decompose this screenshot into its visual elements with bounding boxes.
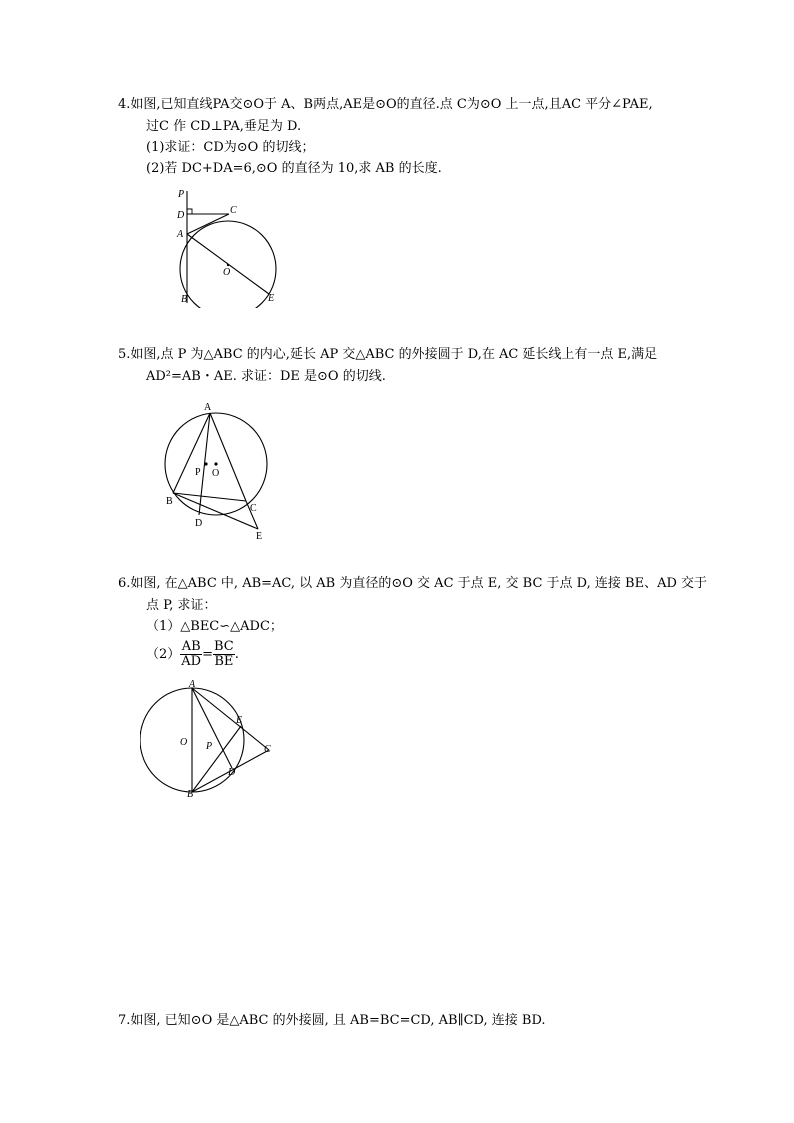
p5-label-a: A xyxy=(204,402,212,413)
p6-text-1: 如图, 在△ABC 中, AB=AC, 以 AB 为直径的⊙O 交 AC 于点 E, 交 BC 于点 D, 连接 BE、AD 交于 xyxy=(130,576,708,591)
p4-text-1: 如图,已知直线PA交⊙O于 A、B两点,AE是⊙O的直径.点 C为⊙O 上一点,且AC 平分∠PAE, xyxy=(130,97,653,112)
p5-label-c: C xyxy=(250,503,257,514)
p6-line-1 xyxy=(118,576,707,592)
p6-part-2 xyxy=(146,640,239,670)
p7-text-1: 如图, 已知⊙O 是△ABC 的外接圆, 且 AB=BC=CD, AB∥CD, 连接 BD. xyxy=(130,1013,546,1028)
p6-number: 6. xyxy=(118,576,131,591)
p6-line-2: 点 P, 求证： xyxy=(146,598,217,613)
p4-label-e: E xyxy=(268,293,275,304)
p4-label-a: A xyxy=(177,229,184,240)
p6-equals: = xyxy=(202,647,213,662)
p5-line-2: AD²=AB・AE. 求证：DE 是⊙O 的切线. xyxy=(146,369,386,384)
p4-line-1 xyxy=(118,97,653,113)
p6-fraction-bc-be xyxy=(213,640,235,669)
p5-label-b: B xyxy=(166,496,173,507)
p5-label-o: O xyxy=(212,468,220,479)
p5-figure xyxy=(158,396,273,548)
p4-label-o: O xyxy=(223,267,231,278)
p6-label-d: D xyxy=(228,767,236,778)
p6-label-a: A xyxy=(189,679,196,690)
p4-number: 4. xyxy=(118,97,131,112)
p4-part-1: (1)求证：CD为⊙O 的切线； xyxy=(146,140,315,155)
p4-part-2: (2)若 DC+DA=6,⊙O 的直径为 10,求 AB 的长度. xyxy=(146,161,442,176)
p4-label-c: C xyxy=(230,205,237,216)
p4-label-p: P xyxy=(178,189,185,200)
p6-frac1-numerator: AB xyxy=(181,639,201,654)
p6-figure xyxy=(140,678,280,807)
p5-label-p: P xyxy=(195,467,201,478)
p5-number: 5. xyxy=(118,347,131,362)
p6-frac2-denominator: BE xyxy=(214,654,234,669)
p6-label-c: C xyxy=(264,744,271,755)
p5-label-e: E xyxy=(256,531,263,542)
p6-label-p: P xyxy=(206,741,213,752)
p6-label-o: O xyxy=(180,737,188,748)
p7-line-1 xyxy=(118,1013,546,1029)
p4-line-2: 过C 作 CD⊥PA,垂足为 D. xyxy=(146,119,302,134)
p5-line-1 xyxy=(118,347,657,363)
p6-frac1-denominator: AD xyxy=(181,654,202,669)
p7-number: 7. xyxy=(118,1013,131,1028)
p6-end-mark: . xyxy=(234,647,239,662)
p6-fraction-ab-ad xyxy=(180,640,202,669)
p5-label-d: D xyxy=(195,518,203,529)
p6-label-b: B xyxy=(187,789,194,800)
p4-label-d: D xyxy=(177,210,185,221)
p6-label-e: E xyxy=(236,715,243,726)
p6-part-2-prefix: （2） xyxy=(146,647,181,662)
p6-part-1: （1）△BEC∽△ADC； xyxy=(146,619,283,634)
p4-label-b: B xyxy=(181,294,188,305)
p5-text-1: 如图,点 P 为△ABC 的内心,延长 AP 交△ABC 的外接圆于 D,在 AC 延长线上有一点 E,满足 xyxy=(130,347,658,362)
p6-frac2-numerator: BC xyxy=(214,639,234,654)
p4-figure xyxy=(168,183,288,312)
